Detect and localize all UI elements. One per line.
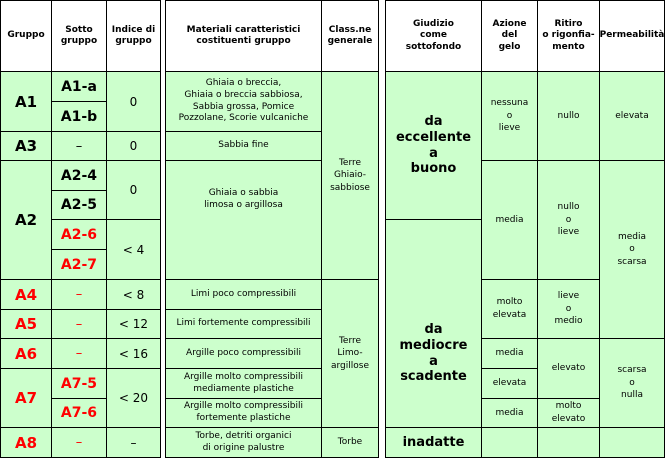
subgroup-a3: – — [51, 131, 107, 161]
header-permeabilita: Permeabilità — [599, 0, 665, 72]
subgroup-a5: – — [51, 309, 107, 339]
judgement-excellent: da eccellente a buono — [385, 71, 482, 220]
shrink-a2: nullo o lieve — [537, 160, 600, 280]
index-a1: 0 — [106, 71, 161, 132]
group-a2: A2 — [0, 160, 52, 280]
material-a75: Argille molto compressibili mediamente plastiche — [165, 368, 322, 399]
index-a4: < 8 — [106, 279, 161, 310]
permeability-a8 — [599, 427, 665, 458]
subgroup-a8: – — [51, 427, 107, 458]
header-gruppo: Gruppo — [0, 0, 52, 72]
material-a8: Torbe, detriti organici di origine palustre — [165, 427, 322, 458]
index-a5: < 12 — [106, 309, 161, 339]
header-giudizio: Giudizio come sottofondo — [385, 0, 482, 72]
frost-a2: media — [481, 160, 538, 280]
frost-a76: media — [481, 398, 538, 428]
permeability-a1: elevata — [599, 71, 665, 161]
frost-a75: elevata — [481, 368, 538, 399]
header-ritiro: Ritiro o rigonfia- mento — [537, 0, 600, 72]
frost-a8 — [481, 427, 538, 458]
group-a6: A6 — [0, 338, 52, 369]
permeability-a6: scarsa o nulla — [599, 338, 665, 428]
group-a3: A3 — [0, 131, 52, 161]
frost-a1: nessuna o lieve — [481, 71, 538, 161]
material-a2: Ghiaia o sabbia limosa o argillosa — [165, 160, 322, 280]
index-a2-first: 0 — [106, 160, 161, 220]
index-a7: < 20 — [106, 368, 161, 428]
shrink-a6: elevato — [537, 338, 600, 399]
group-a4: A4 — [0, 279, 52, 310]
classification-torbe: Torbe — [321, 427, 379, 458]
index-a2-second: < 4 — [106, 219, 161, 280]
classification-ghiaio-sabbiose: Terre Ghiaio- sabbiose — [321, 71, 379, 280]
header-gelo: Azione del gelo — [481, 0, 538, 72]
material-a4: Limi poco compressibili — [165, 279, 322, 310]
group-a8: A8 — [0, 427, 52, 458]
judgement-mediocre: da mediocre a scadente — [385, 219, 482, 428]
header-classificazione: Class.ne generale — [321, 0, 379, 72]
material-a1: Ghiaia o breccia, Ghiaia o breccia sabbiosa, Sabbia grossa, Pomice Pozzolane, Scorie vulcaniche — [165, 71, 322, 132]
index-a3: 0 — [106, 131, 161, 161]
shrink-a1: nullo — [537, 71, 600, 161]
subgroup-a25: A2-5 — [51, 190, 107, 220]
subgroup-a27: A2-7 — [51, 249, 107, 280]
subgroup-a75: A7-5 — [51, 368, 107, 399]
material-a5: Limi fortemente compressibili — [165, 309, 322, 339]
group-a7: A7 — [0, 368, 52, 428]
header-materiali: Materiali caratteristici costituenti gruppo — [165, 0, 322, 72]
material-a76: Argille molto compressibili fortemente plastiche — [165, 398, 322, 428]
header-sottogruppo: Sotto gruppo — [51, 0, 107, 72]
subgroup-a76: A7-6 — [51, 398, 107, 428]
column-gap-left — [161, 0, 165, 458]
subgroup-a1a: A1-a — [51, 71, 107, 102]
material-a6: Argille poco compressibili — [165, 338, 322, 369]
group-a5: A5 — [0, 309, 52, 339]
index-a8: – — [106, 427, 161, 458]
header-indice: Indice di gruppo — [106, 0, 161, 72]
material-a3: Sabbia fine — [165, 131, 322, 161]
frost-a4: molto elevata — [481, 279, 538, 339]
judgement-inadatte: inadatte — [385, 427, 482, 458]
column-gap-right — [379, 0, 385, 458]
shrink-a4: lieve o medio — [537, 279, 600, 339]
subgroup-a24: A2-4 — [51, 160, 107, 191]
subgroup-a4: – — [51, 279, 107, 310]
classification-limo-argillose: Terre Limo- argillose — [321, 279, 379, 428]
shrink-a8 — [537, 427, 600, 458]
subgroup-a6: – — [51, 338, 107, 369]
group-a1: A1 — [0, 71, 52, 132]
subgroup-a26: A2-6 — [51, 219, 107, 250]
shrink-a76: molto elevato — [537, 398, 600, 428]
frost-a6: media — [481, 338, 538, 369]
subgroup-a1b: A1-b — [51, 101, 107, 132]
index-a6: < 16 — [106, 338, 161, 369]
permeability-a2: media o scarsa — [599, 160, 665, 339]
